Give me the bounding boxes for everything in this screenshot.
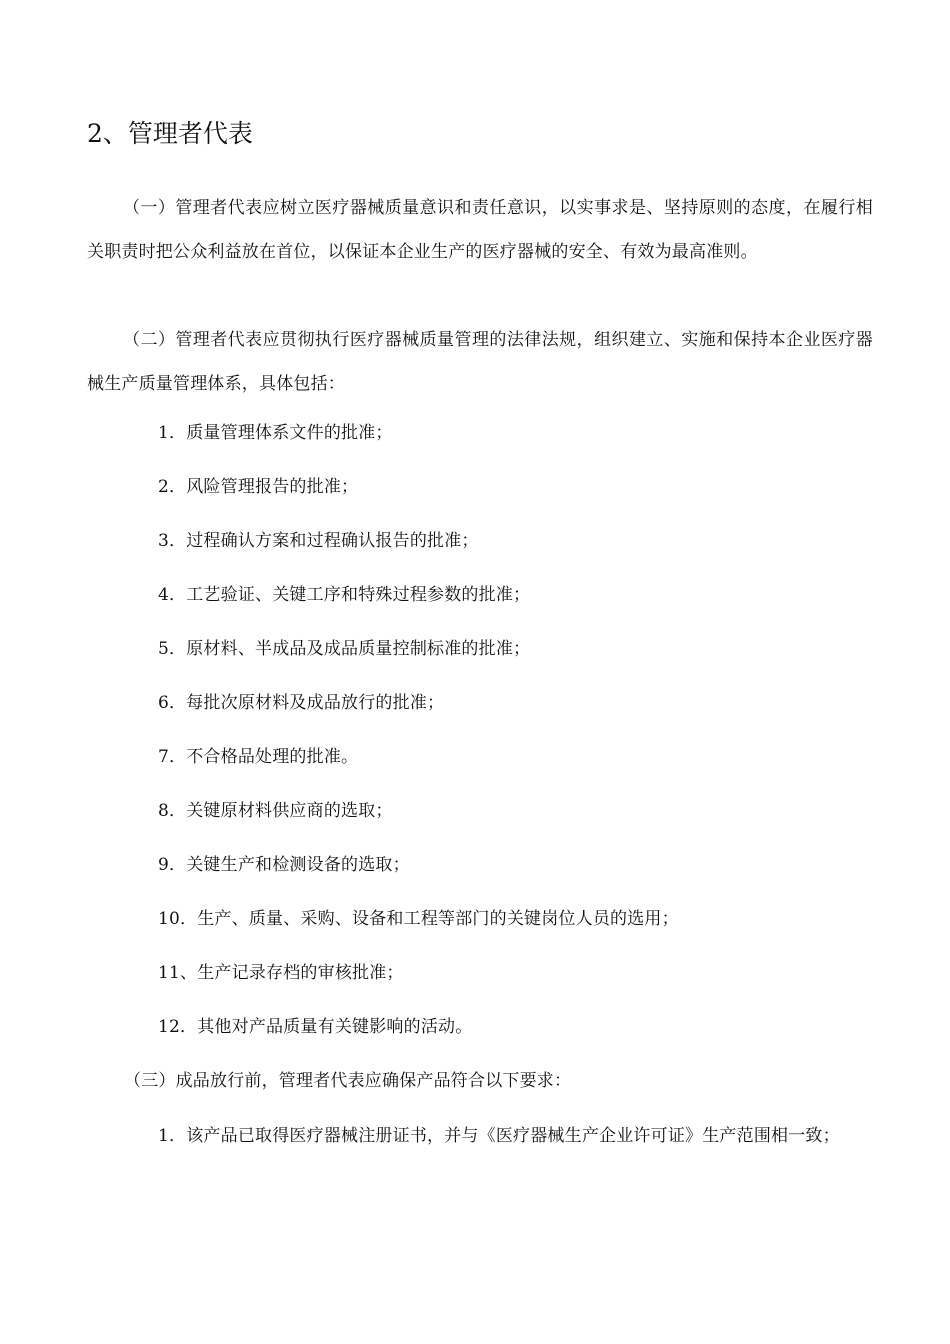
paragraph-three: （三）成品放行前，管理者代表应确保产品符合以下要求： — [124, 1071, 572, 1091]
list-item-4: 4．工艺验证、关键工序和特殊过程参数的批准； — [158, 585, 531, 605]
list-item-9: 9．关键生产和检测设备的选取； — [158, 855, 410, 875]
list-item-7: 7．不合格品处理的批准。 — [158, 747, 359, 767]
list-item-2: 2．风险管理报告的批准； — [158, 477, 359, 497]
list-item-1: 1．质量管理体系文件的批准； — [158, 423, 393, 443]
list-item-5: 5．原材料、半成品及成品质量控制标准的批准； — [158, 639, 531, 659]
list-item-10: 10．生产、质量、采购、设备和工程等部门的关键岗位人员的选用； — [158, 909, 679, 929]
list-item-3: 3．过程确认方案和过程确认报告的批准； — [158, 531, 479, 551]
list-item-11: 11、生产记录存档的审核批准； — [158, 963, 404, 983]
list-item-6: 6．每批次原材料及成品放行的批准； — [158, 693, 445, 713]
list-item-8: 8．关键原材料供应商的选取； — [158, 801, 393, 821]
paragraph-four: 1．该产品已取得医疗器械注册证书，并与《医疗器械生产企业许可证》生产范围相一致； — [158, 1126, 840, 1146]
paragraph-one: （一）管理者代表应树立医疗器械质量意识和责任意识，以实事求是、坚持原则的态度，在履行相关职责时把公众利益放在首位，以保证本企业生产的医疗器械的安全、有效为最高准则。 — [87, 198, 873, 262]
section-heading: 2、管理者代表 — [87, 119, 253, 148]
list-item-12: 12．其他对产品质量有关键影响的活动。 — [158, 1017, 473, 1037]
paragraph-two: （二）管理者代表应贯彻执行医疗器械质量管理的法律法规，组织建立、实施和保持本企业医疗器械生产质量管理体系，具体包括： — [87, 330, 873, 394]
